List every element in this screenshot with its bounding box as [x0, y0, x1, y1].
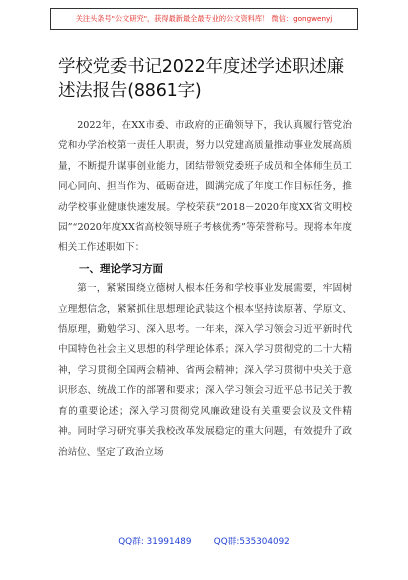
footer-qq-groups: QQ群: 31991489 QQ群:535304092: [118, 537, 290, 547]
body-paragraph: 第一，紧紧围绕立德树人根本任务和学校事业发展需要，牢固树立理想信念，紧紧抓住思想理论武装这个根本坚持读原著、学原文、悟原理，勤勉学习、深入思考。一年来，深入学习领会习近平新时代中国特色社会主义思想的科学理论体系；深入学习贯彻党的二十大精神，学习贯彻全国两会精神、省两会精神；深入学习贯彻中央关于意识形态、统战工作的部署和要求；深入学习领会习近平总书记关于教育的重要论述；深入学习贯彻党风廉政建设有关重要会议及文件精神。同时学习研究事关我校改革发展稳定的重大问题，有效提升了政治站位、坚定了政治立场: [58, 283, 352, 458]
promo-banner-text: 关注头条号"公文研究"，获得最新最全最专业的公文资料库！ 微信：gongwenyj: [75, 14, 333, 23]
intro-paragraph: 2022年，在XX市委、市政府的正确领导下，我认真履行管党治党和办学治校第一责任人职责，努力以党建高质量推动事业发展高质量，不断提升谋事创业能力，团结带领党委班子成员和全体师生员工同心同向、担当作为、砥砺奋进，圆满完成了年度工作目标任务，推动学校事业健康快速发展。学校荣获“2018－2020年度XX省文明校园”“2020年度XX省高校领导班子考核优秀”等荣誉称号。现将本年度相关工作述职如下：: [58, 120, 352, 254]
document-body: [58, 116, 352, 463]
section-heading-theory-study: 一、理论学习方面: [79, 262, 163, 275]
document-title: 学校党委书记2022年度述学述职述廉述法报告(8861字): [58, 57, 344, 101]
promo-banner: [50, 8, 358, 30]
